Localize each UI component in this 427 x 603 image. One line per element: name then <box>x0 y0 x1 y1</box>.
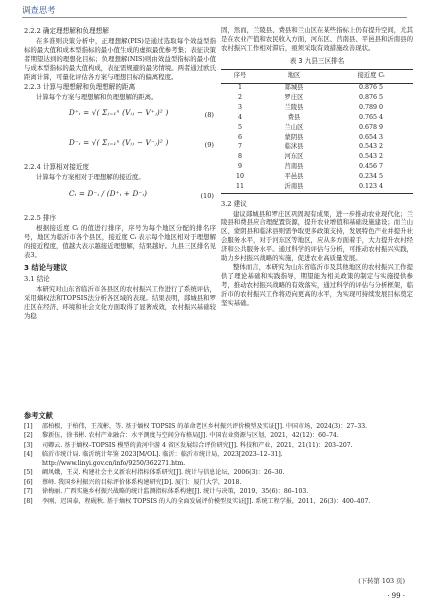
table-cell-rank: 2 <box>237 93 242 101</box>
reference-index: [6] <box>24 478 33 486</box>
reference-item <box>24 479 407 488</box>
reference-index: [8] <box>24 497 33 505</box>
table-row <box>221 183 413 193</box>
page-number: · 99 · <box>387 592 405 600</box>
table-cell-rank: 11 <box>221 183 259 193</box>
table-cell-rank: 7 <box>237 143 242 151</box>
table-cell-closeness: 0.654 3 <box>358 133 384 141</box>
reference-index: [2] <box>24 432 33 439</box>
table-row <box>221 173 413 183</box>
reference-text: 司卿云. 基于熵权–TOPSIS 模型的黄河中游 4 省区发展综合评价研究[J]. 科技和产业，2021，21(11)：203–207. <box>42 441 353 449</box>
section-3-title: 3 结论与建议 <box>24 262 68 272</box>
formula-10-expression: Cᵢ = D⁻ᵢ / (D⁺ᵢ + D⁻ᵢ) <box>69 189 148 199</box>
section-3-1-paragraph: 本研究对山东省临沂市各县区的农村振兴工作进行了系统评估，采用熵权法和TOPSIS法分析各区域的表现。结果表明，郯城县和罗庄区在经济、环境和社会文化方面取得了显著成效，农村振兴基础较为稳 <box>24 284 216 320</box>
formula-9-expression: D⁻ᵢ = √( Σⱼ₌₁ⁿ (Vᵢⱼ − V⁻ⱼ)² ) <box>69 138 169 148</box>
reference-item <box>24 488 407 497</box>
table-row <box>221 153 413 163</box>
header-rule <box>22 17 407 18</box>
formula-9-number: (9) <box>204 141 214 150</box>
reference-item <box>24 498 407 507</box>
reference-item <box>24 451 407 468</box>
table-header-closeness: 接近度 Cᵢ <box>329 69 413 83</box>
table-cell-area: 兰陵县 <box>284 103 304 111</box>
reference-text: 邵柏根，于柏伟，王茂彬，等. 基于熵权 TOPSIS 的革命老区乡村振兴评价模型及实证[J]. 中国市场，2024(3)：27–33. <box>42 422 368 430</box>
table-cell-closeness: 0.678 9 <box>358 123 384 131</box>
table-header-rank: 序号 <box>221 69 259 83</box>
formula-9 <box>24 133 216 161</box>
formula-8-expression: D⁺ᵢ = √( Σⱼ₌₁ⁿ (Vᵢⱼ − V⁺ⱼ)² ) <box>69 108 169 118</box>
table-cell-rank: 3 <box>237 103 242 111</box>
table-cell-closeness: 0.234 5 <box>358 173 384 181</box>
table-cell-closeness: 0.543 2 <box>358 153 384 161</box>
table-row <box>221 123 413 133</box>
section-2-2-5-paragraph: 根据接近度 Cᵢ 的值进行排序，序号为每个地区分配的排名序号，地区为临沂市各个县区，接近度 Cᵢ 表示每个地区相对于理想解的接近程度，值越大表示越接近理想解，结果越好。九县三区排名见表3。 <box>24 224 216 260</box>
ranking-table <box>221 69 413 194</box>
table-cell-rank: 9 <box>237 163 242 171</box>
section-2-2-4-title: 2.2.4 计算相对接近度 <box>24 163 90 172</box>
references-title: 参考文献 <box>24 411 53 420</box>
table-header-row <box>221 69 413 83</box>
right-column <box>221 26 413 307</box>
table-cell-closeness: 0.543 2 <box>358 143 384 151</box>
reference-text: 徐梅丽. 广西实施乡村振兴战略的统计监测指标体系构建[J]. 统计与决策，2019，35(6)：86–103. <box>42 488 309 495</box>
references <box>24 412 407 507</box>
reference-item <box>24 423 407 432</box>
section-3-2-paragraph-1: 建议郯城县和罗庄区巩固现有成果，进一步推动农业现代化；兰陵县和费县应合理配置资源，提升农业增值和基础设施建设；而兰山区、蒙阴县和临沭县则需争取更多政策支持，发展特色产业并提升社会服务水平，对于河东区等地区，应从多方面着手，大力提升农村经济和公共服务水平。通过科学的评估与分析，可推动农村振兴实践，助力乡村振兴战略的实施，促进农业高质量发展。 <box>221 209 413 263</box>
table-cell-rank: 5 <box>237 123 242 131</box>
table-cell-area: 平邑县 <box>284 173 304 181</box>
section-3-2-title: 3.2 建议 <box>221 199 247 208</box>
table-cell-area: 费县 <box>287 113 301 121</box>
table-cell-area: 罗庄区 <box>284 93 304 101</box>
table-cell-area: 莒南县 <box>284 163 304 171</box>
table-cell-area: 兰山区 <box>284 123 304 131</box>
table-cell-closeness: 0.123 4 <box>329 183 413 193</box>
table-cell-area: 郯城县 <box>284 84 304 92</box>
reference-item <box>24 469 407 478</box>
section-2-2-3-title: 2.2.3 计算与理想解和负理想解的距离 <box>24 82 136 91</box>
section-3-1-title: 3.1 结论 <box>24 274 50 283</box>
table-cell-rank: 8 <box>237 153 242 161</box>
left-column <box>24 26 216 321</box>
table-cell-area: 蒙阴县 <box>284 133 304 141</box>
table-cell-closeness: 0.765 4 <box>358 113 384 121</box>
reference-text: 蔡峄. 我国乡村振兴的目标评价体系构建研究[D]. 厦门：厦门大学，2018. <box>42 478 242 486</box>
formula-8-number: (8) <box>204 111 214 120</box>
reference-text: 李刚，迟国泰，程砚秋. 基于熵权 TOPSIS 的人的全面发展评价模型及实证[J]. 系统工程学报，2011，26(3)：400–407. <box>42 497 371 505</box>
table-cell-closeness: 0.876 5 <box>358 93 384 101</box>
table-row <box>221 113 413 123</box>
reference-index: [3] <box>24 441 33 449</box>
reference-text: 黎新伍，徐书彬. 农村产业融合：水平测度与空间分布格局[J]. 中国农业资源与区划，2021，42(12)：60–74. <box>42 432 339 439</box>
reference-index: [7] <box>24 488 33 495</box>
section-2-2-4-paragraph: 计算每个方案相对于理想解的接近度。 <box>36 173 145 182</box>
table-row <box>221 93 413 103</box>
header-title: 调查思考 <box>22 5 56 15</box>
reference-index: [4] <box>24 451 33 458</box>
table-row <box>221 163 413 173</box>
section-2-2-3-paragraph: 计算每个方案与理想解和负理想解的距离。 <box>36 92 158 101</box>
table-row <box>221 133 413 143</box>
reference-index: [5] <box>24 469 33 476</box>
table-cell-area: 沂南县 <box>259 183 329 193</box>
continued-note: (下转第 103 页) <box>358 577 405 585</box>
right-top-paragraph: 固，然而，兰陵县、费县和兰山区在某些指标上仍有提升空间，尤其是在农业产值和农民收入方面，河东区、莒南县、平邑县和沂南县的农村振兴工作相对滞后，亟须采取有效措施改善现状。 <box>221 26 413 52</box>
section-2-2-5-title: 2.2.5 排序 <box>24 214 57 223</box>
table-cell-rank: 4 <box>237 113 242 121</box>
table-cell-rank: 1 <box>237 84 242 92</box>
reference-item <box>24 442 407 451</box>
formula-10 <box>24 184 216 212</box>
table-row <box>221 103 413 113</box>
reference-index: [1] <box>24 422 33 430</box>
reference-text: 阚凤娥，王灵. 构建社会主义新农村指标体系研究[J]. 统计与信息论坛，2006(3)：26–30. <box>42 469 285 476</box>
page-header <box>0 0 427 20</box>
table-header-area: 地区 <box>259 69 329 83</box>
table-row <box>221 83 413 93</box>
table-cell-closeness: 0.456 7 <box>358 163 384 171</box>
reference-item <box>24 432 407 441</box>
table-caption: 表 3 九县三区排名 <box>289 56 345 65</box>
reference-text: 临沂市统计局. 临沂统计年鉴 2023[M/OL]. 临沂：临沂市统计局，2023[2023–12–31]. http://www.linyi.gov.cn/info/9250/362271.htm. <box>42 451 283 467</box>
section-2-2-2-title: 2.2.2 确定理想解和负理想解 <box>24 27 109 35</box>
section-2-2-2-paragraph: 在多准则决策分析中，正理想解(PIS)是通过选取每个效益型指标的最大值和成本型指标的最小值生成的虚拟最优参考集；表征决策者期望达到的理想化目标；负理想解(NIS)则由效益型指标的最小值与成本型指标的最大值构成，表征需规避的最劣情境。两者通过欧氏距离计算，可量化评估各方案与理想目标的偏离程度。 <box>24 37 216 81</box>
table-cell-rank: 10 <box>235 173 244 181</box>
section-3-2-paragraph-2: 整体而言，本研究为山东省临沂市及其他地区的农村振兴工作提供了理论基础和实践指导，期望能为相关政策的制定与实施提供参考，推动农村振兴战略的有效落实，通过科学的评估与分析框架，临沂市的农村振兴工作将迈向更高的水平，为实现可持续发展目标奠定坚实基础。 <box>221 262 413 307</box>
table-cell-closeness: 0.789 0 <box>358 103 384 111</box>
formula-8 <box>24 103 216 131</box>
table-cell-area: 河东区 <box>284 153 304 161</box>
table-row <box>221 143 413 153</box>
table-cell-area: 临沭县 <box>284 143 304 151</box>
table-cell-closeness: 0.876 5 <box>358 84 384 92</box>
table-cell-rank: 6 <box>237 133 242 141</box>
formula-10-number: (10) <box>200 192 214 201</box>
